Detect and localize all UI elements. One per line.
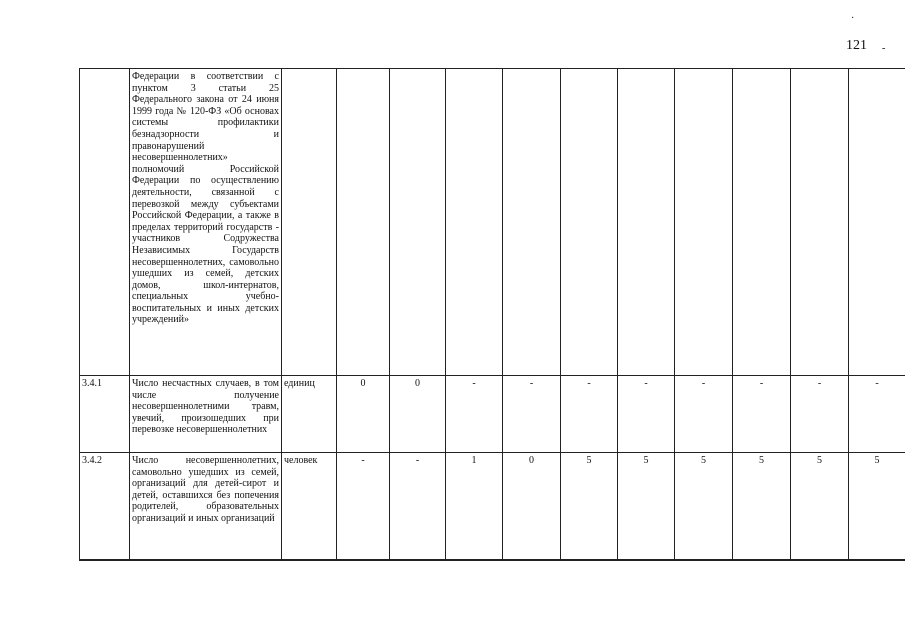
row-number: 3.4.2 — [80, 453, 130, 561]
value-cell — [561, 69, 618, 376]
value-cell — [503, 69, 561, 376]
row-number — [80, 69, 130, 376]
indicators-table — [79, 68, 905, 561]
scan-dot-mark: · — [851, 13, 855, 24]
row-description: Число несовершеннолетних, самовольно ушедших из семей, организаций для детей-сирот и детей, оставшихся без попечения родителей, образовательных организаций и иных организаций — [130, 453, 282, 561]
row-number: 3.4.1 — [80, 376, 130, 453]
row-unit: единиц — [282, 376, 337, 453]
value-cell — [446, 69, 503, 376]
value-cell — [849, 69, 905, 376]
value-cell: - — [733, 376, 791, 453]
value-cell: - — [390, 453, 446, 561]
value-cell — [733, 69, 791, 376]
value-cell: 5 — [618, 453, 675, 561]
value-cell: - — [849, 376, 905, 453]
value-cell: - — [337, 453, 390, 561]
value-cell: 1 — [446, 453, 503, 561]
value-cell: 5 — [791, 453, 849, 561]
row-unit — [282, 69, 337, 376]
value-cell — [675, 69, 733, 376]
value-cell: 0 — [503, 453, 561, 561]
value-cell: - — [446, 376, 503, 453]
value-cell — [337, 69, 390, 376]
value-cell: - — [561, 376, 618, 453]
value-cell: 5 — [849, 453, 905, 561]
page-number: 121 — [846, 38, 867, 53]
table-row — [80, 376, 905, 453]
table-row — [80, 69, 905, 376]
value-cell: 0 — [337, 376, 390, 453]
value-cell: 5 — [733, 453, 791, 561]
value-cell: - — [503, 376, 561, 453]
scan-dash-mark: - — [882, 43, 886, 54]
row-description: Число несчастных случаев, в том числе получение несовершеннолетними травм, увечий, произошедших при перевозке несовершеннолетних — [130, 376, 282, 453]
value-cell — [791, 69, 849, 376]
value-cell: 0 — [390, 376, 446, 453]
row-unit: человек — [282, 453, 337, 561]
value-cell: - — [791, 376, 849, 453]
table-row — [80, 453, 905, 561]
value-cell: 5 — [561, 453, 618, 561]
value-cell — [618, 69, 675, 376]
value-cell: - — [618, 376, 675, 453]
row-description: Федерации в соответствии с пунктом 3 статьи 25 Федерального закона от 24 июня 1999 года № 120-ФЗ «Об основах системы профилактики безнадзорности и правонарушений несовершеннолетних» полномочий Российской Федерации по осуществлению деятельности, связанной с перевозкой между субъектами Российской Федерации, а также в пределах территорий государств - участников Содружества Независимых Государств несовершеннолетних, самовольно ушедших из семей, детских домов, школ-интернатов, специальных учебно-воспитательных и иных детских учреждений» — [130, 69, 282, 376]
value-cell — [390, 69, 446, 376]
value-cell: 5 — [675, 453, 733, 561]
value-cell: - — [675, 376, 733, 453]
